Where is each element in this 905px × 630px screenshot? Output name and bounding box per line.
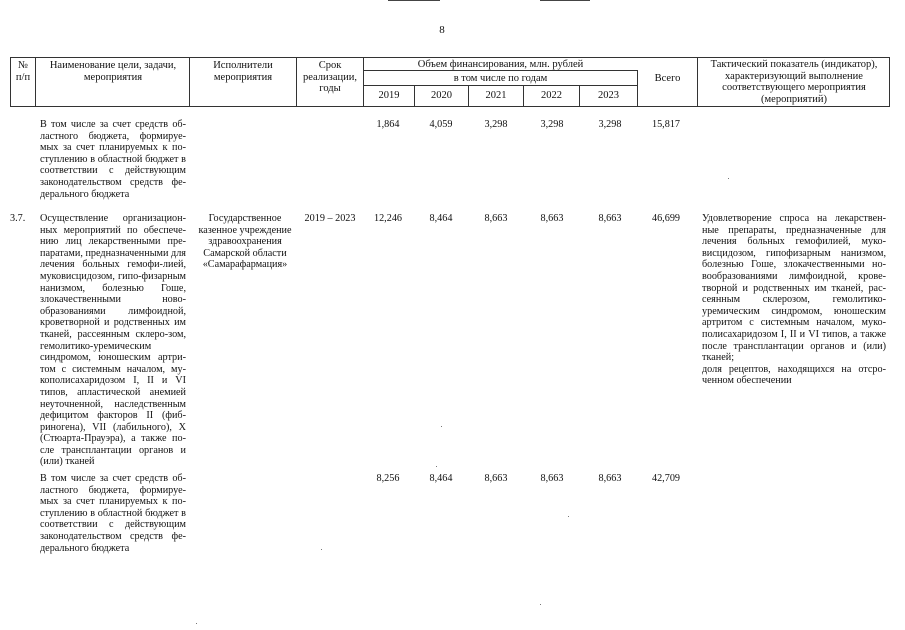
row-1-term: 2019 – 2023 bbox=[304, 213, 356, 224]
row-1-indicator: Удовлетворение спроса на лекарствен-ные препараты, предназначенные для лечения больных гемофилией, муко-висцидозом, гипофизарным нанизмом, болезнью Гоше, злокачественными но-вообразованиями лимфоидной, крове-творной и родственных им тканей, рас-сеянным склерозом, гемолитико-уремическим синдромом, юношеским артритом с системным началом, муко-полисахаридозом I, II и VI типов, а также после трансплантации органов и (или) тканей; доля рецептов, находящихся на отсро-ченном обеспечении bbox=[702, 213, 886, 387]
row-2-value-2020: 8,464 bbox=[429, 473, 453, 484]
row-2-value-2022: 8,663 bbox=[540, 473, 564, 484]
row-0-value-2022: 3,298 bbox=[540, 119, 564, 130]
header-year-2022: 2022 bbox=[541, 90, 562, 101]
scan-speck bbox=[321, 549, 322, 550]
scan-speck bbox=[196, 623, 197, 624]
scan-speck bbox=[728, 178, 729, 179]
header-funding: Объем финансирования, млн. рублей bbox=[417, 59, 584, 70]
row-1-value-2019: 12,246 bbox=[373, 213, 402, 224]
row-1-value-2022: 8,663 bbox=[540, 213, 564, 224]
row-1-executors: Государственное казенное учреждение здравоохранения Самарской области «Самарафармация» bbox=[198, 213, 292, 271]
top-rule-left bbox=[388, 0, 440, 1]
header-executors: Исполнители мероприятия bbox=[213, 60, 273, 83]
header-year-2019: 2019 bbox=[378, 90, 400, 101]
row-1-value-2023: 8,663 bbox=[598, 213, 622, 224]
top-rule-right bbox=[540, 0, 590, 1]
row-2-name: В том числе за счет средств об-ластного бюджета, формируе-мых за счет планируемых к по-ступлению в областной бюджет в соответствии с действующим законодательством средств фе-дерального бюджета bbox=[40, 473, 186, 554]
header-term: Срок реализации, годы bbox=[303, 60, 357, 94]
row-0-value-2021: 3,298 bbox=[484, 119, 508, 130]
row-2-total: 42,709 bbox=[651, 473, 680, 484]
row-2-value-2023: 8,663 bbox=[598, 473, 622, 484]
row-0-total: 15,817 bbox=[651, 119, 680, 130]
row-2-value-2021: 8,663 bbox=[484, 473, 508, 484]
row-1-total: 46,699 bbox=[651, 213, 680, 224]
scan-speck bbox=[540, 604, 541, 605]
scan-speck bbox=[436, 466, 437, 467]
row-0-value-2019: 1,864 bbox=[376, 119, 400, 130]
scan-speck bbox=[568, 516, 569, 517]
header-indicator: Тактический показатель (индикатор), характеризующий выполнение соответствующего мероприятия (мероприятий) bbox=[710, 59, 878, 105]
header-year-2023: 2023 bbox=[598, 90, 619, 101]
row-1-value-2021: 8,663 bbox=[484, 213, 508, 224]
header-num: № п/п bbox=[15, 60, 31, 83]
header-by-years: в том числе по годам bbox=[453, 73, 548, 84]
row-0-name: В том числе за счет средств об-ластного бюджета, формируе-мых за счет планируемых к по-ступлению в областной бюджет в соответствии с действующим законодательством средств фе-дерального бюджета bbox=[40, 119, 186, 200]
row-0-value-2020: 4,059 bbox=[429, 119, 453, 130]
page-number: 8 bbox=[439, 24, 445, 36]
header-year-2021: 2021 bbox=[485, 90, 507, 101]
header-total: Всего bbox=[654, 73, 681, 84]
row-1-name: Осуществление организацион-ных мероприятий по обеспече-нию лиц лекарственными пре-паратами, предназначенными для лечения больных гемофи-лией, муковисцидозом, гипо-физарным нанизмом, болезнью Гоше, злокачественными ново-образованиями лимфоидной, кроветворной и родственных им тканей, рассеянным склеро-зом, гемолитико-уремическим синдромом, юношеским артри-том с системным началом, му-кополисахаридозом I, II и VI типов, апластической анемией неуточненной, наследственным дефицитом факторов II (фиб-риногена), VII (лабильного), X (Стюарта-Прауэра), а также по-сле трансплантации органов и (или) тканей bbox=[40, 213, 186, 468]
row-1-value-2020: 8,464 bbox=[429, 213, 453, 224]
scan-speck bbox=[441, 426, 442, 427]
row-2-value-2019: 8,256 bbox=[376, 473, 400, 484]
header-year-2020: 2020 bbox=[431, 90, 452, 101]
header-name: Наименование цели, задачи, мероприятия bbox=[49, 60, 177, 83]
row-0-value-2023: 3,298 bbox=[598, 119, 622, 130]
row-1-num: 3.7. bbox=[10, 213, 26, 224]
